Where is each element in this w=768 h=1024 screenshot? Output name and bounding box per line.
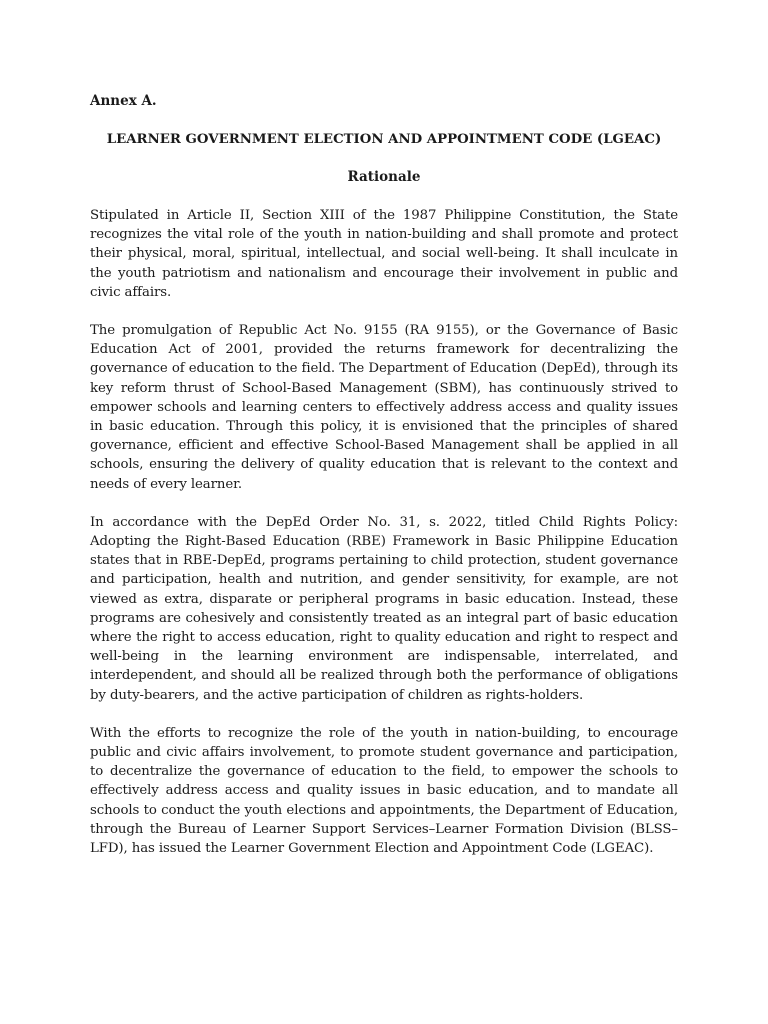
section-heading-rationale: Rationale [347, 169, 421, 185]
paragraph-constitution: Stipulated in Article II, Section XIII of the 1987 Philippine Constitution, the State recognizes the vital role of the youth in nation-building and shall promote and protect their physical, moral, spiritual, intellectual, and social well-being. It shall inculcate in the youth patriotism and nationalism and encourage their involvement in public and civic affairs. [90, 208, 678, 300]
document-body [90, 92, 678, 858]
paragraph-ra-9155: The promulgation of Republic Act No. 9155 (RA 9155), or the Governance of Basic Education Act of 2001, provided the returns framework for decentralizing the governance of education to the field. The Department of Education (DepEd), through its key reform thrust of School-Based Management (SBM), has continuously strived to empower schools and learning centers to effectively address access and quality issues in basic education. Through this policy, it is envisioned that the principles of shared governance, efficient and effective School-Based Management shall be applied in all schools, ensuring the delivery of quality education that is relevant to the context and needs of every learner. [90, 323, 678, 492]
document-title: LEARNER GOVERNMENT ELECTION AND APPOINTMENT CODE (LGEAC) [106, 132, 662, 147]
paragraph-lgeac-issuance: With the efforts to recognize the role of the youth in nation-building, to encourage public and civic affairs involvement, to promote student governance and participation, to decentralize the governance of education to the field, to empower the schools to effectively address access and quality issues in basic education, and to mandate all schools to conduct the youth elections and appointments, the Department of Education, through the Bureau of Learner Support Services–Learner Formation Division (BLSS–LFD), has issued the Learner Government Election and Appointment Code (LGEAC). [90, 725, 678, 857]
annex-label: Annex A. [90, 93, 157, 109]
paragraph-child-rights-policy: In accordance with the DepEd Order No. 31, s. 2022, titled Child Rights Policy: Adopting the Right-Based Education (RBE) Framework in Basic Philippine Education states that in RBE-DepEd, programs pertaining to child protection, student governance and participation, health and nutrition, and gender sensitivity, for example, are not viewed as extra, disparate or peripheral programs in basic education. Instead, these programs are cohesively and consistently treated as an integral part of basic education where the right to access education, right to quality education and right to respect and well-being in the learning environment are indispensable, interrelated, and interdependent, and should all be realized through both the performance of obligations by duty-bearers, and the active participation of children as rights-holders. [90, 514, 678, 703]
